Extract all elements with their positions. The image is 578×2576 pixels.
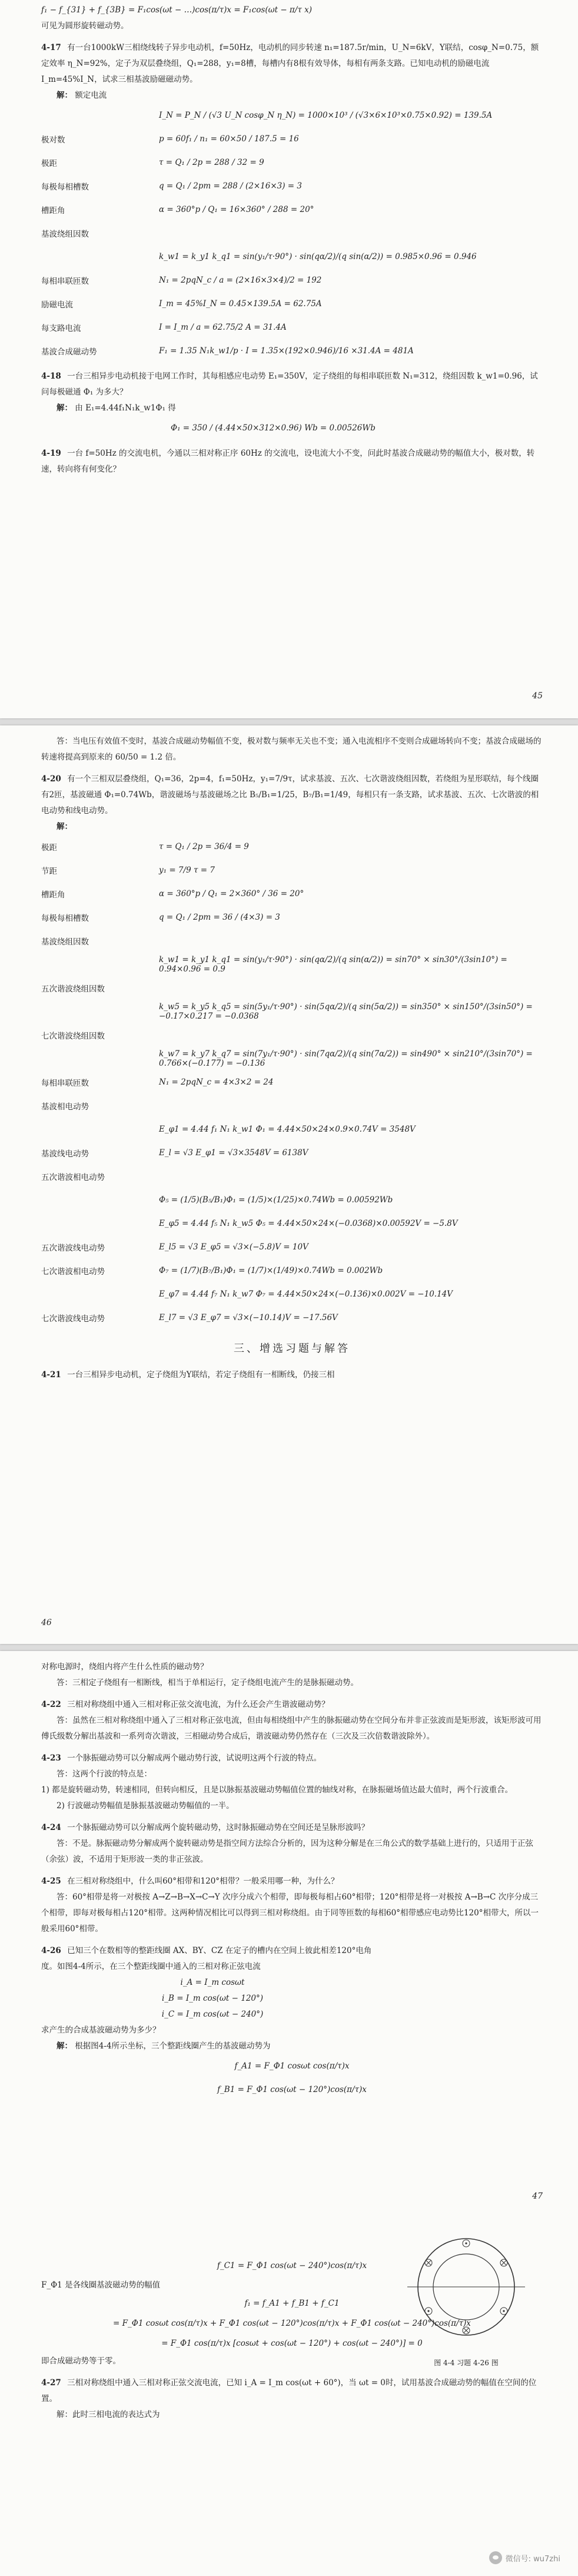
step-equation: Φ₇ = (1/7)(B₇/B₁)Φ₁ = (1/7)×(1/49)×0.74Wb = 0.002Wb [159,1266,383,1275]
equation-row [41,1165,543,1188]
step-equation: p = 60f₁ / n₁ = 60×50 / 187.5 = 16 [159,134,299,144]
solution-label: 解： [57,91,72,100]
question-4-26: 求产生的合成基波磁动势为多少？ [41,2025,161,2035]
equation-row [41,221,543,245]
equation: Φ₁ = 350 / (4.44×50×312×0.96) Wb = 0.00526Wb [171,423,376,433]
step-label: 每极每相槽数 [41,914,89,923]
equation-row [41,1282,543,1306]
equation-row [41,416,543,440]
step-equation: y₁ = 7/9 τ = 7 [159,866,215,875]
page-45 [0,0,578,718]
page-number-inline [41,2190,543,2201]
answer-4-23: 答：这两个行波的特点是： [57,1769,152,1779]
wechat-icon [489,2551,502,2564]
top-note: 可见为圆形旋转磁动势。 [41,21,129,31]
step-equation: α = 360°p / Q₁ = 16×360° / 288 = 20° [159,205,314,214]
equation-row [41,151,543,174]
coil-diagram [396,2228,537,2352]
equation-row [41,1188,543,1212]
step-equation: E_l5 = √3 E_φ5 = √3×(−5.8)V = 10V [159,1242,308,1252]
page-number: 46 [41,1618,52,1627]
equation-row [41,1306,543,1330]
answer-point: 2) 行波磁动势幅值是脉振基波磁动势幅值的一半。 [57,1801,234,1811]
amplitude-note: F_Φ1 是各线圈基波磁动势的幅值 [41,2280,161,2290]
problem-text: 一台三相异步电动机接于电网工作时，其每相感应电动势 E₁=350V，定子绕组的每相串联匝数 N₁=312，绕组因数 k_w1=0.96，试问每极磁通 Φ₁ 为多大？ [41,372,538,397]
solution-intro [41,819,543,835]
problem-4-24 [41,1820,543,1836]
equation-row [41,835,543,858]
step-label: 五次谐波相电动势 [41,1173,105,1182]
solution-4-17-steps [41,104,543,363]
page-number: 47 [532,2192,543,2201]
answer-4-19: 答：当电压有效值不变时，基波合成磁动势幅值不变，极对数与频率无关也不变；通入电流相序不变则合成磁场转向不变；基波合成磁场的转速将提高到原来的 60/50 = 1.2 倍。 [41,737,542,762]
problem-text: 一个脉振磁动势可以分解成两个旋转磁动势，这时脉振磁动势在空间还是呈脉形波吗？ [67,1823,370,1832]
problem-number: 4-25 [41,1877,61,1886]
step-label: 基波合成磁动势 [41,347,97,357]
current-eq: i_B = I_m cos(ωt − 120°) [161,1994,264,2003]
equation-row [41,1235,543,1259]
page-number: 45 [532,691,543,701]
step-label: 七次谐波相电动势 [41,1267,105,1277]
step-label: 七次谐波绕组因数 [41,1032,105,1041]
equation-row [41,906,543,929]
equation-row [41,1212,543,1235]
equation: f_C1 = F_Φ1 cos(ωt − 240°)cos(π/τ)x [217,2261,367,2270]
problem-number: 4-27 [41,2378,61,2388]
problem-4-23 [41,1751,543,1766]
step-label: 每支路电流 [41,324,81,333]
coil-slot-B [425,2308,432,2315]
problem-4-20 [41,771,543,819]
figure-caption: 图 4-4 习题 4-26 图 [434,2359,499,2367]
equation-row [41,976,543,1000]
step-label: 每极每相槽数 [41,183,89,192]
problem-text: 在三相对称绕组中，什么叫60°相带和120°相带？一般采用哪一种，为什么？ [67,1877,339,1886]
equation-row [41,1141,543,1165]
step-label: 每相串联匝数 [41,1079,89,1088]
step-equation: α = 360°p / Q₁ = 2×360° / 36 = 20° [159,889,304,899]
step-equation: Φ₅ = (1/5)(B₅/B₁)Φ₁ = (1/5)×(1/25)×0.74Wb = 0.00592Wb [159,1195,393,1205]
step-equation: τ = Q₁ / 2p = 36/4 = 9 [159,842,249,851]
solution-4-20-steps [41,835,543,1330]
step-label: 七次谐波线电动势 [41,1314,105,1324]
step-equation: q = Q₁ / 2pm = 288 / (2×16×3) = 3 [159,181,302,191]
step-equation: I = I_m / a = 62.75/2 A = 31.4A [159,323,287,332]
problem-number: 4-20 [41,774,61,784]
solution-intro [41,88,543,104]
step-equation: k_w1 = k_y1 k_q1 = sin(y₁/τ·90°) · sin(qα/2)/(q sin(α/2)) = sin70° × sin30°/(3sin10°) = 0.94×0.96 = 0.9 [159,955,507,974]
step-label: 五次谐波线电动势 [41,1244,105,1253]
problem-4-19 [41,446,543,478]
equation-row [41,292,543,316]
conclusion: 即合成磁动势等于零。 [41,2356,121,2366]
equation: f_A1 = F_Φ1 cosωt cos(π/τ)x [234,2061,350,2071]
problem-4-22 [41,1697,543,1713]
problem-4-21 [41,1367,543,1383]
answer-4-24: 答：不是。脉振磁动势分解成两个旋转磁动势是指空间方法综合分析的，因为这种分解是在三角公式的数学基础上进行的，只适用于正弦（余弦）波，不适用于矩形波一类的非正弦波。 [41,1839,533,1864]
coil-slot-X [463,2327,470,2334]
step-equation: E_l = √3 E_φ1 = √3×3548V = 6138V [159,1148,308,1158]
problem-4-17 [41,40,543,88]
equation: f_B1 = F_Φ1 cos(ωt − 120°)cos(π/τ)x [217,2085,367,2094]
watermark-text: 微信号: wu7zhi [505,2554,560,2564]
equation-row [41,858,543,882]
problem-4-26 [41,1943,384,1975]
step-equation: k_w5 = k_y5 k_q5 = sin(5y₁/τ·90°) · sin(5qα/2)/(q sin(5α/2)) = sin350° × sin150°/(3sin50°) = −0.17×0.217 = −0.0368 [159,1002,533,1021]
equation-row [41,1023,543,1047]
solution-4-27: 解：此时三相电流的表达式为 [57,2410,160,2419]
step-equation: τ = Q₁ / 2p = 288 / 32 = 9 [159,158,264,167]
step-label: 槽距角 [41,890,65,900]
page-46 [0,725,578,1644]
problem-number: 4-24 [41,1823,61,1832]
step-equation: q = Q₁ / 2pm = 36 / (4×3) = 3 [159,913,280,922]
step-equation: E_l7 = √3 E_φ7 = √3×(−10.14)V = −17.56V [159,1313,338,1322]
problem-4-21-continued: 对称电源时，绕组内将产生什么性质的磁动势？ [41,1662,208,1672]
problem-text: 已知三个在数相等的整距线圈 AX、BY、CZ 在定子的槽内在空间上彼此相差120°电角度。如图4-4所示，在三个整距线圈中通入的三相对称正弦电流 [41,1946,372,1971]
solution-label: 解： [57,403,72,413]
sum-line: f₁ = f_A1 + f_B1 + f_C1 [244,2299,340,2308]
equation-row [41,316,543,339]
problem-4-27 [41,2375,543,2407]
solution-text: 额定电流 [75,91,107,100]
step-label: 基波线电动势 [41,1149,89,1159]
solution-label: 解： [57,822,72,831]
problem-4-25 [41,1874,543,1889]
equation-row [41,127,543,151]
figure-4-4 [396,2228,537,2368]
problem-number: 4-22 [41,1700,61,1709]
problem-number: 4-21 [41,1370,61,1380]
equation-row [41,953,543,976]
equation-row [41,245,543,268]
coil-slot-C [500,2308,507,2315]
sum-line: = F_Φ1 cos(π/τ)x [cosωt + cos(ωt − 120°) + cos(ωt − 240°)] = 0 [161,2339,423,2348]
step-label: 基波相电动势 [41,1102,89,1112]
coil-slot-Z [425,2259,432,2266]
answer-4-21: 答：三相定子绕组有一相断线，相当于单相运行，定子绕组电流产生的是脉振磁动势。 [57,1678,358,1688]
section-title: 三、增选习题与解答 [234,1342,350,1355]
problem-4-26-block [41,1943,543,2023]
step-equation: N₁ = 2pqN_c = 4×3×2 = 24 [159,1078,274,1087]
problem-4-18 [41,369,543,400]
solution-intro [41,400,543,416]
page-47 [0,1651,578,2576]
step-equation: k_w7 = k_y7 k_q7 = sin(7y₁/τ·90°) · sin(7qα/2)/(q sin(7α/2)) = sin490° × sin210°/(3sin70°) = 0.766×(−0.177) = −0.136 [159,1049,533,1068]
step-label: 极距 [41,159,57,168]
problem-number: 4-18 [41,372,61,381]
watermark [489,2551,560,2564]
solution-text: 根据图4-4所示坐标，三个整距线圈产生的基波磁动势为 [75,2041,271,2051]
step-equation: E_φ5 = 4.44 f₅ N₁ k_w5 Φ₅ = 4.44×50×24×(−0.0368)×0.00592V = −5.8V [159,1219,458,1228]
step-equation: I_m = 45%I_N = 0.45×139.5A = 62.75A [159,299,322,309]
coil-slot-A [463,2240,470,2247]
top-formula-line: f₁ − f_{31} + f_{3B} = F₁cos(ωt − …)cos(π/τ)x = F₁cos(ωt − π/τ x) [41,5,312,15]
problem-text: 有一个三相双层叠绕组，Q₁=36，2p=4，f₁=50Hz，y₁=7/9τ，试求基波、五次、七次谐波绕组因数，若绕组为星形联结，每个线圈有2匝，基波磁通 Φ₁=0.74Wb，谐波磁场与基波磁场之比 B₅/B₁=1/25，B₇/B₁=1/49，每相只有一条支路，试求基波、五次、七次谐波的相电动势和线电动势。 [41,774,539,815]
equation-row [41,1070,543,1094]
equation-row [41,104,543,127]
coil-slot-Y [500,2259,507,2266]
answer-point: 1) 都是旋转磁动势，转速相同，但转向相反，且是以脉振基波磁动势幅值位置的轴线对称，在脉振磁场值达最大值时，两个行波重合。 [41,1785,513,1795]
equation-row [41,1094,543,1118]
equation-row [41,339,543,363]
step-equation: I_N = P_N / (√3 U_N cosφ_N η_N) = 1000×10³ / (√3×6×10³×0.75×0.92) = 139.5A [159,111,493,120]
problem-text: 有一台1000kW三相绕线转子异步电动机，f=50Hz，电动机的同步转速 n₁=187.5r/min，U_N=6kV，Y联结，cosφ_N=0.75，额定效率 η_N=92%，定子为双层叠绕组，Q₁=288，y₁=8槽，每槽内有8根有效导体，每相有两条支路。已知电动机的励磁电流 I_m=45%I_N，试求三相基波励磁磁动势。 [41,43,539,84]
answer-4-22: 答：虽然在三相对称绕组中通入了三相对称正弦电流，但由每相绕组中产生的脉振磁动势在空间分布并非正弦波而是矩形波，该矩形波可用傅氏级数分解出基波和一系列奇次谐波，三相磁动势合成后，谐波磁动势仍然存在（三次及三次倍数谐波除外）。 [41,1716,542,1741]
problem-number: 4-19 [41,449,61,458]
equation-row [41,1118,543,1141]
equation-row [41,174,543,198]
equation-row [41,882,543,906]
problem-text: 一台三相异步电动机，定子绕组为Y联结，若定子绕组有一相断线，仍接三相 [67,1370,335,1380]
step-label: 极距 [41,843,57,853]
step-label: 每相串联匝数 [41,277,89,286]
problem-text: 一个脉振磁动势可以分解成两个磁动势行波，试说明这两个行波的特点。 [67,1753,322,1763]
problem-number: 4-17 [41,43,61,52]
step-equation: N₁ = 2pqN_c / a = (2×16×3×4)/2 = 192 [159,276,322,285]
step-equation: E_φ7 = 4.44 f₇ N₁ k_w7 Φ₇ = 4.44×50×24×(−0.136)×0.002V = −10.14V [159,1289,453,1299]
current-eq: i_C = I_m cos(ωt − 240°) [161,2010,264,2019]
step-label: 极对数 [41,135,65,145]
answer-4-25: 答：60°相带是将一对极按 A→Z→B→X→C→Y 次序分成六个相带，即每极每相占60°相带；120°相带是将一对极按 A→B→C 次序分成三个相带，即每对极每相占120°相带。这两种情况相比可以得到三相对称绕组。由于同等匝数的每相60°相带感应电动势比120°相带大，所以一般采用60°相带。 [41,1892,539,1934]
step-label: 槽距角 [41,206,65,216]
equation-row [41,198,543,221]
problem-text: 一台 f=50Hz 的交流电机，今通以三相对称正序 60Hz 的交流电，设电流大小不变，问此时基波合成磁动势的幅值大小，极对数，转速，转向将有何变化？ [41,449,535,474]
equation-row [41,1259,543,1282]
problem-text: 三相对称绕组中通入三相对称正弦交流电流，已知 i_A = I_m cos(ωt + 60°)，当 ωt = 0时，试用基波合成磁动势的幅值在空间的位置。 [41,2378,537,2403]
solution-text: 由 E₁=4.44f₁N₁k_w1Φ₁ 得 [75,403,176,413]
problem-number: 4-26 [41,1946,61,1955]
sum-line: = F_Φ1 cosωt cos(π/τ)x + F_Φ1 cos(ωt − 120°)cos(π/τ)x + F_Φ1 cos(ωt − 240°)cos(π/τ)x [113,2319,471,2328]
problem-text: 三相对称绕组中通入三相对称正弦交流电流，为什么还会产生谐波磁动势？ [67,1700,330,1709]
solution-intro [41,2038,543,2054]
solution-label: 解： [57,2041,72,2051]
step-label: 励磁电流 [41,300,73,310]
step-equation: k_w1 = k_y1 k_q1 = sin(y₁/τ·90°) · sin(qα/2)/(q sin(α/2)) = 0.985×0.96 = 0.946 [159,252,477,261]
equation-row [41,1047,543,1070]
step-label: 基波绕组因数 [41,937,89,947]
equation-row [41,929,543,953]
step-label: 节距 [41,867,57,876]
step-equation: E_φ1 = 4.44 f₁ N₁ k_w1 Φ₁ = 4.44×50×24×0.9×0.74V = 3548V [159,1125,416,1134]
equation-row [41,268,543,292]
step-label: 五次谐波绕组因数 [41,984,105,994]
equation-row [41,1000,543,1023]
problem-number: 4-23 [41,1753,61,1763]
current-eq: i_A = I_m cosωt [180,1978,245,1987]
step-label: 基波绕组因数 [41,230,89,239]
step-equation: F₁ = 1.35 N₁k_w1/p · I = 1.35×(192×0.946)/16 ×31.4A = 481A [159,346,414,356]
